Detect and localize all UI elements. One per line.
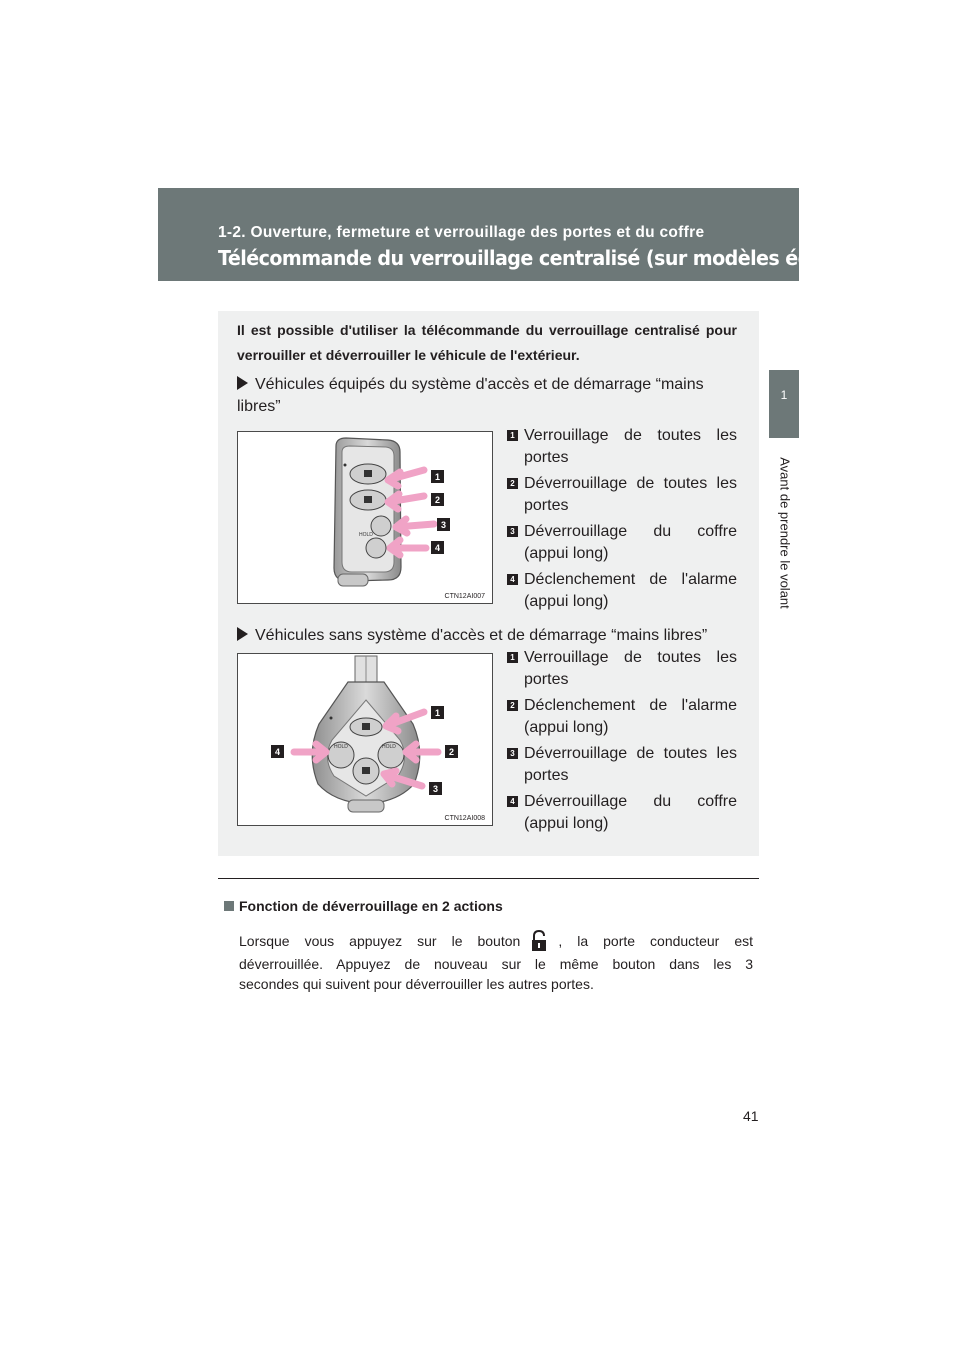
list-item: [507, 695, 737, 739]
callout-1-label: 1: [434, 708, 441, 718]
item-text: Verrouillage de toutes les portes: [524, 427, 737, 466]
item-number: 1: [507, 652, 518, 663]
list-item: [507, 569, 737, 613]
page-title: Télécommande du verrouillage centralisé (sur modèles équipés): [218, 246, 875, 270]
note-body: [239, 930, 753, 993]
list-item: [507, 521, 737, 565]
item-number: 4: [507, 796, 518, 807]
callout-2-label: 2: [448, 747, 455, 757]
item-number: 2: [507, 700, 518, 711]
item-text: Verrouillage de toutes les portes: [524, 649, 737, 688]
item-number: 1: [507, 430, 518, 441]
chapter-tab[interactable]: [769, 370, 799, 438]
figure-code: CTN12AI007: [444, 593, 485, 600]
note-line-1: [239, 930, 753, 953]
callout-3-label: 3: [440, 520, 447, 530]
item-text: Déclenchement de l'alarme (appui long): [524, 571, 737, 610]
chapter-number: 1: [780, 388, 788, 402]
list-item: [507, 791, 737, 835]
item-text: Déverrouillage de toutes les portes: [524, 475, 737, 514]
list-item: [507, 647, 737, 691]
triangle-bullet-icon: [237, 376, 248, 390]
unlock-icon: [528, 930, 550, 952]
callout-3-label: 3: [432, 784, 439, 794]
note-heading-text: Fonction de déverrouillage en 2 actions: [239, 898, 503, 914]
section-heading-standard-key: [237, 625, 757, 647]
intro-text: Il est possible d'utiliser la télécommande du verrouillage centralisé pour verrouiller et déverrouiller le véhicule de l'extérieur.: [237, 322, 737, 363]
item-number: 2: [507, 478, 518, 489]
section-subtitle: 1-2. Ouverture, fermeture et verrouillage des portes et du coffre: [218, 224, 705, 241]
list-item: [507, 473, 737, 517]
figure-standard-key: [237, 653, 493, 826]
item-text: Déverrouillage du coffre (appui long): [524, 523, 737, 562]
callout-1-label: 1: [434, 472, 441, 482]
note-text-a: Lorsque vous appuyez sur le bouton: [239, 933, 521, 949]
item-text: Déverrouillage de toutes les portes: [524, 745, 737, 784]
note-text-b: , la porte conducteur est: [558, 933, 753, 949]
chapter-header: [158, 188, 875, 281]
square-bullet-icon: [224, 901, 234, 911]
item-number: 4: [507, 574, 518, 585]
list-item: [507, 425, 737, 469]
standard-key-illustration: [238, 654, 494, 827]
item-list-smart-key: [507, 425, 737, 617]
item-number: 3: [507, 526, 518, 537]
hold-label-left: HOLD: [334, 744, 348, 750]
note-line-2: déverrouillée. Appuyez de nouveau sur le même bouton dans les 3: [239, 956, 753, 972]
item-text: Déverrouillage du coffre (appui long): [524, 793, 737, 832]
divider: [218, 878, 759, 879]
section-heading-text: Véhicules équipés du système d'accès et de démarrage “mains libres”: [237, 376, 704, 415]
item-number: 3: [507, 748, 518, 759]
hold-label: HOLD: [359, 532, 373, 538]
note-line-3: secondes qui suivent pour déverrouiller les autres portes.: [239, 976, 594, 992]
section-heading-smart-key: [237, 374, 737, 418]
figure-code: CTN12AI008: [444, 815, 485, 822]
callout-4-label: 4: [274, 747, 281, 757]
chapter-side-label: [777, 448, 793, 618]
hold-label-right: HOLD: [382, 744, 396, 750]
triangle-bullet-icon: [237, 627, 248, 641]
figure-smart-key: [237, 431, 493, 604]
callout-4-label: 4: [434, 543, 441, 553]
chapter-label-text: Avant de prendre le volant: [777, 457, 793, 609]
item-text: Déclenchement de l'alarme (appui long): [524, 697, 737, 736]
section-heading-text: Véhicules sans système d'accès et de démarrage “mains libres”: [255, 627, 708, 644]
smart-key-illustration: [238, 432, 494, 605]
list-item: [507, 743, 737, 787]
note-heading: [224, 898, 503, 914]
page-number: 41: [743, 1108, 759, 1124]
item-list-standard-key: [507, 647, 737, 839]
callout-2-label: 2: [434, 495, 441, 505]
